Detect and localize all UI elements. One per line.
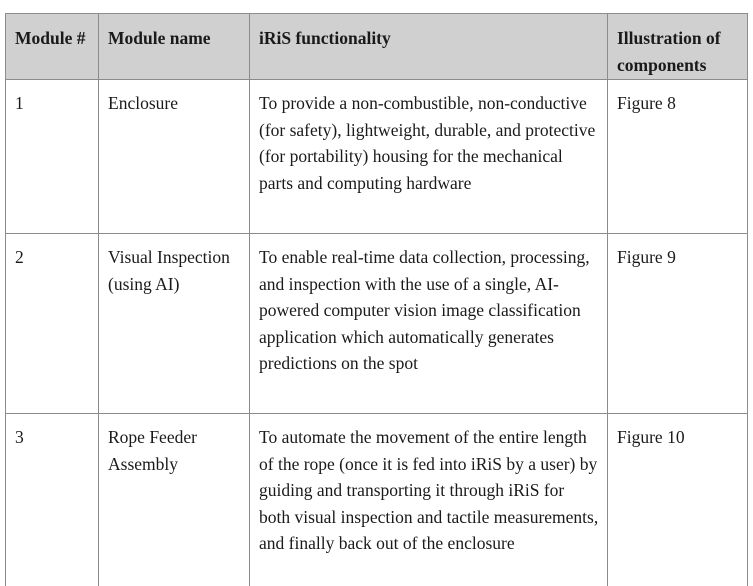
cell-illustration: Figure 10	[608, 414, 748, 586]
table-header-row	[6, 14, 748, 80]
cell-functionality: To enable real-time data collection, processing, and inspection with the use of a single, AI-powered computer vision image classification application which automatically generates predictions on the spot	[250, 234, 608, 414]
header-module-name: Module name	[99, 14, 250, 80]
header-functionality: iRiS functionality	[250, 14, 608, 80]
modules-table	[5, 13, 748, 586]
cell-illustration: Figure 8	[608, 80, 748, 234]
table-row	[6, 234, 748, 414]
cell-illustration: Figure 9	[608, 234, 748, 414]
header-illustration: Illustration of components	[608, 14, 748, 80]
cell-module-number: 2	[6, 234, 99, 414]
cell-module-name: Rope Feeder Assembly	[99, 414, 250, 586]
cell-module-name: Visual Inspection (using AI)	[99, 234, 250, 414]
header-module-number: Module #	[6, 14, 99, 80]
cell-functionality: To provide a non-combustible, non-conductive (for safety), lightweight, durable, and protective (for portability) housing for the mechanical parts and computing hardware	[250, 80, 608, 234]
table-row	[6, 414, 748, 586]
cell-module-name: Enclosure	[99, 80, 250, 234]
cell-module-number: 1	[6, 80, 99, 234]
table-row	[6, 80, 748, 234]
cell-module-number: 3	[6, 414, 99, 586]
cell-functionality: To automate the movement of the entire length of the rope (once it is fed into iRiS by a user) by guiding and transporting it through iRiS for both visual inspection and tactile measurements, and finally back out of the enclosure	[250, 414, 608, 586]
